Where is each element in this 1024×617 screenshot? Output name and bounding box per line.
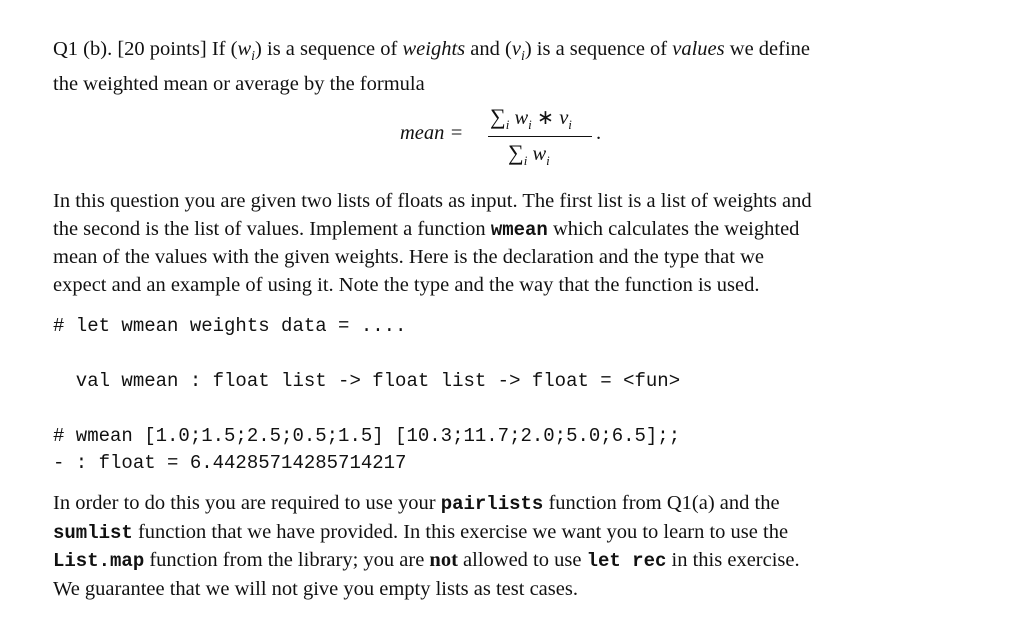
emphasis-values: values [672,38,725,60]
paragraph-text: allowed to use [457,549,587,571]
math-w: w [532,143,547,165]
math-subscript: i [568,117,572,133]
fraction-bar [488,136,592,137]
paragraph-line [53,490,945,519]
multiply-symbol: ∗ [536,107,555,129]
paragraph-line: In this question you are given two lists of floats as input. The first list is a list of weights and [53,190,812,212]
intro-text: we define [724,38,811,60]
code-inline-let-rec: let rec [586,550,667,572]
formula-lhs: mean = [400,122,464,144]
intro-line-1 [53,36,945,71]
paragraph-text: In order to do this you are required to use your [53,492,441,514]
sum-index: i [505,117,510,133]
math-subscript: i [528,117,532,133]
code-line-type: val wmean : float list -> float list -> float = <fun> [53,370,681,392]
math-w: w [514,107,529,129]
formula-denominator [508,140,550,169]
paragraph-line: We guarantee that we will not give you empty lists as test cases. [53,577,578,600]
paragraph-text: function from the library; you are [144,549,430,571]
code-inline-sumlist: sumlist [53,521,133,544]
weighted-mean-formula [400,104,620,174]
paragraph-line [53,216,945,245]
code-inline-list-map: List.map [53,550,145,572]
code-inline-wmean: wmean [490,218,548,241]
intro-line-2: the weighted mean or average by the formula [53,72,425,95]
sum-index: i [523,153,528,169]
sum-symbol: ∑ [508,140,524,165]
requirements-paragraph [53,490,945,603]
math-w: w [237,38,252,60]
math-v: v [511,38,521,60]
paragraph-text: function that we have provided. In this exercise we want you to learn to use the [132,520,789,543]
code-line-call: # wmean [1.0;1.5;2.5;0.5;1.5] [10.3;11.7;2.0;5.0;6.5];; [53,425,681,447]
math-v: v [559,107,569,129]
paragraph-line [53,547,945,576]
paragraph-line: mean of the values with the given weights. Here is the declaration and the type that we [53,246,765,268]
paragraph-text: function from Q1(a) and the [543,492,780,514]
sum-symbol: ∑ [490,104,506,129]
emphasis-not: not [429,549,458,571]
paragraph-text: the second is the list of values. Implement a function [53,217,491,240]
code-line-result: - : float = 6.44285714285714217 [53,452,407,474]
paragraph-text: in this exercise. [666,549,800,571]
paragraph-text: which calculates the weighted [547,217,800,240]
paragraph-line: expect and an example of using it. Note the type and the way that the function is used. [53,273,760,296]
question-paragraph [53,188,945,299]
code-line-declaration: # let wmean weights data = .... [53,315,407,337]
formula-numerator [490,104,572,133]
intro-text: ) is a sequence of [524,38,673,60]
intro-text: Q1 (b). [20 points] If ( [53,38,238,60]
emphasis-weights: weights [402,38,466,60]
code-inline-pairlists: pairlists [440,493,544,515]
math-subscript: i [520,49,525,65]
math-subscript: i [546,153,550,169]
formula-period: . [596,122,602,144]
intro-paragraph [53,36,945,98]
math-subscript: i [251,49,256,65]
intro-text: ) is a sequence of [255,38,403,60]
paragraph-line [53,519,945,548]
intro-text: and ( [465,38,512,60]
